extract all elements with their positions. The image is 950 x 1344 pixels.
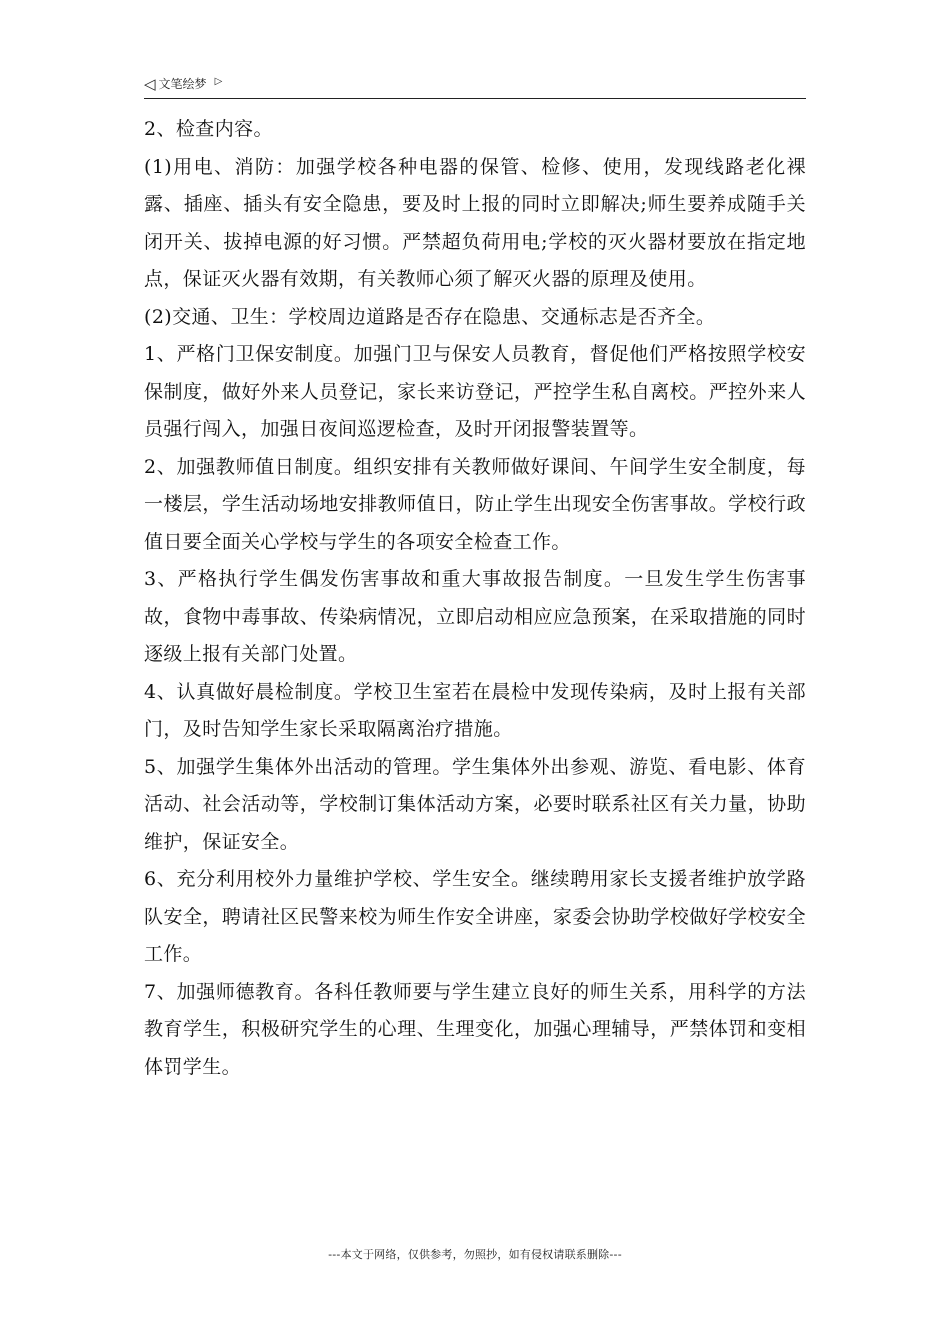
paragraph-traffic-hygiene: (2)交通、卫生：学校周边道路是否存在隐患、交通标志是否齐全。 xyxy=(144,305,716,328)
page-footer-disclaimer: ---本文于网络，仅供参考，勿照抄，如有侵权请联系删除--- xyxy=(328,1248,622,1261)
triangle-left-icon: ◁ xyxy=(144,75,156,93)
header-title: 文笔绘梦 xyxy=(158,77,207,91)
paragraph-item-7: 7、加强师德教育。各科任教师要与学生建立良好的师生关系，用科学的方法教育学生，积极研究学生的心理、生理变化，加强心理辅导，严禁体罚和变相体罚学生。 xyxy=(144,980,806,1078)
paragraph-item-6: 6、充分利用校外力量维护学校、学生安全。继续聘用家长支援者维护放学路队安全，聘请社区民警来校为师生作安全讲座，家委会协助学校做好学校安全工作。 xyxy=(144,868,806,965)
paragraph-item-4: 4、认真做好晨检制度。学校卫生室若在晨检中发现传染病，及时上报有关部门，及时告知学生家长采取隔离治疗措施。 xyxy=(144,680,806,740)
paragraph-item-5: 5、加强学生集体外出活动的管理。学生集体外出参观、游览、看电影、体育活动、社会活动等，学校制订集体活动方案，必要时联系社区有关力量，协助维护，保证安全。 xyxy=(144,755,806,853)
section-heading: 2、检查内容。 xyxy=(144,118,273,140)
triangle-right-icon: ▷ xyxy=(214,76,223,87)
paragraph-item-1: 1、严格门卫保安制度。加强门卫与保安人员教育，督促他们严格按照学校安保制度，做好外来人员登记，家长来访登记，严控学生私自离校。严控外来人员强行闯入，加强日夜间巡逻检查，及时开闭报警装置等。 xyxy=(144,343,806,440)
paragraph-item-3: 3、严格执行学生偶发伤害事故和重大事故报告制度。一旦发生学生伤害事故，食物中毒事故、传染病情况，立即启动相应应急预案，在采取措施的同时逐级上报有关部门处置。 xyxy=(144,568,806,665)
paragraph-item-2: 2、加强教师值日制度。组织安排有关教师做好课间、午间学生安全制度，每一楼层，学生活动场地安排教师值日，防止学生出现安全伤害事故。学校行政值日要全面关心学校与学生的各项安全检查工作。 xyxy=(144,455,806,553)
paragraph-electricity-fire: (1)用电、消防：加强学校各种电器的保管、检修、使用，发现线路老化裸露、插座、插头有安全隐患，要及时上报的同时立即解决;师生要养成随手关闭开关、拔掉电源的好习惯。严禁超负荷用电;学校的灭火器材要放在指定地点，保证灭火器有效期，有关教师心须了解灭火器的原理及使用。 xyxy=(144,155,806,290)
page-header xyxy=(144,76,806,99)
document-body xyxy=(144,111,806,1086)
